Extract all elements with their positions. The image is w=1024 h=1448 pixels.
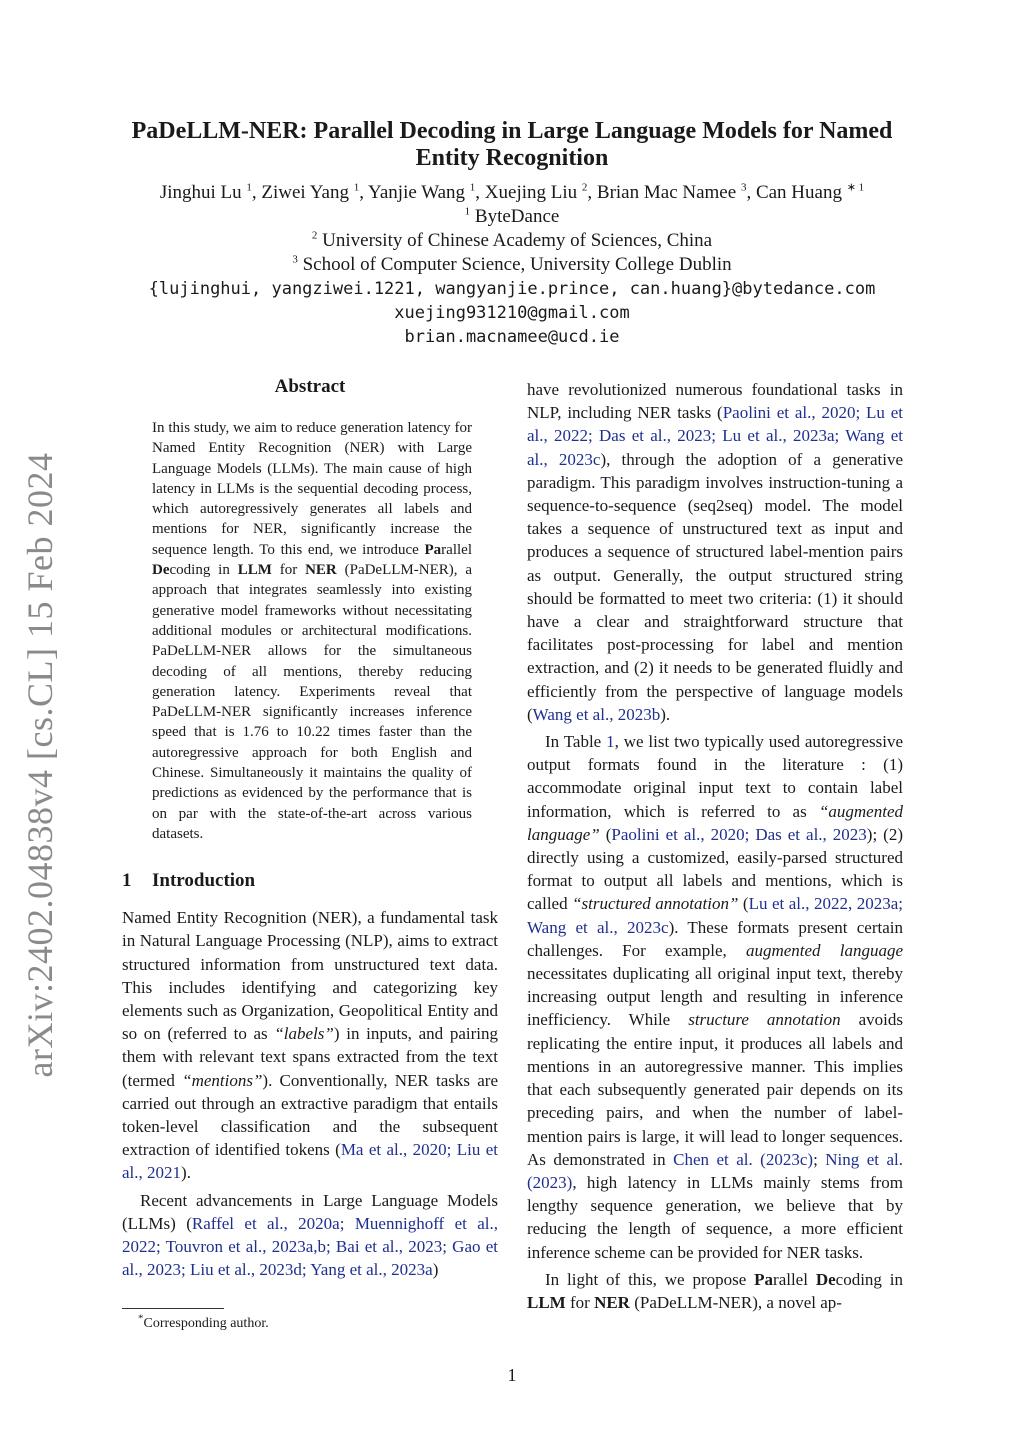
author-affil-mark: 3 xyxy=(740,181,747,194)
affil-mark: 1 xyxy=(464,205,471,218)
affiliation-name: School of Computer Science, University College Dublin xyxy=(302,254,732,275)
footnote-mark: * xyxy=(138,1312,144,1325)
intro-paragraph-2-cont: have revolutionized numerous foundational tasks in NLP, including NER tasks (Paolini et al., 2020; Lu et al., 2022; Das et al., 2023; Lu et al., 2023a; Wang et al., 2023c), through the adoption of a generative paradigm. This paradigm involves instruction-tuning a sequence-to-sequence (seq2seq) model. The model takes a sequence of unstructured text as input and produces a sequence of structured label-mention pairs as output. Generally, the output structured string should be formatted to meet two criteria: (1) it should have a clear and straightforward structure that facilitates post-processing for label and mention extraction, and (2) it needs to be generated fluidly and efficiently from the perspective of language models (Wang et al., 2023b). xyxy=(527,380,903,724)
citation-link[interactable]: Paolini et al., 2020; Lu et al., 2022; Das et al., 2023; Lu et al., 2023a; Wang et al., 2023c xyxy=(527,403,903,469)
author-affil-mark: 1 xyxy=(246,181,252,194)
section-heading-introduction: 1 Introduction xyxy=(122,870,256,892)
author: Can Huang xyxy=(755,182,842,203)
abstract-body: In this study, we aim to reduce generation latency for Named Entity Recognition (NER) with Large Language Models (LLMs). The main cause of high latency in LLMs is the sequential decoding process, which autoregressively generates all labels and mentions for NER, significantly increase the sequence length. To this end, we introduce Parallel Decoding in LLM for NER (PaDeLLM-NER), a approach that integrates seamlessly into existing generative model frameworks without necessitating additional modules or architectural modifications. PaDeLLM-NER allows for the simultaneous decoding of all mentions, thereby reducing generation latency. Experiments reveal that PaDeLLM-NER significantly increases inference speed that is 1.76 to 10.22 times faster than the autoregressive approach for both English and Chinese. Simultaneously it maintains the quality of predictions as evidenced by the performance that is on par with the state-of-the-art across various datasets. xyxy=(152,420,472,842)
email-line[interactable]: {lujinghui, yangziwei.1221, wangyanjie.prince, can.huang}@bytedance.com xyxy=(148,279,876,299)
left-column xyxy=(122,376,498,1281)
author: Ziwei Yang xyxy=(261,182,349,203)
intro-paragraph-4: In light of this, we propose Parallel Decoding in LLM for NER (PaDeLLM-NER), a novel ap- xyxy=(527,1269,904,1312)
author-affil-mark: 1 xyxy=(469,181,476,194)
affil-mark: 3 xyxy=(292,253,298,266)
email-line[interactable]: xuejing931210@gmail.com xyxy=(394,303,630,323)
citation-link[interactable]: Paolini et al., 2020; Das et al., 2023 xyxy=(611,824,867,844)
citation-link[interactable]: Raffel et al., 2020a; Muennighoff et al., 2022; Touvron et al., 2023a,b; Bai et al., 2023; Gao et al., 2023; Liu et al., 2023d; Yang et al., 2023a xyxy=(122,1213,498,1280)
paper-header xyxy=(100,118,924,349)
footnote: *Corresponding author. xyxy=(138,1312,269,1331)
abstract-heading: Abstract xyxy=(274,376,346,397)
affiliation xyxy=(100,229,924,253)
right-column xyxy=(527,378,903,1314)
affiliation xyxy=(100,253,924,277)
affiliation-name: University of Chinese Academy of Sciences, China xyxy=(322,230,713,251)
email-line[interactable]: brian.macnamee@ucd.ie xyxy=(404,327,620,347)
author: Xuejing Liu xyxy=(484,182,578,203)
citation-link[interactable]: Chen et al. (2023c) xyxy=(673,1149,814,1169)
author: Yanjie Wang xyxy=(368,182,466,203)
citation-link[interactable]: Lu et al., 2022, 2023a; Wang et al., 2023c xyxy=(527,894,903,937)
citation-link[interactable]: Wang et al., 2023b xyxy=(532,704,661,724)
affiliation xyxy=(100,205,924,229)
paper-title: PaDeLLM-NER: Parallel Decoding in Large Language Models for Named Entity Recognition xyxy=(131,118,893,171)
intro-paragraph-3: In Table 1, we list two typically used autoregressive output formats found in the literature : (1) accommodate original input text to contain label information, which is referred to as “augmented language” (Paolini et al., 2020; Das et al., 2023); (2) directly using a customized, easily-parsed structured format to output all labels and mentions, which is called “structured annotation” (Lu et al., 2022, 2023a; Wang et al., 2023c). These formats present certain challenges. For example, augmented language necessitates duplicating all original input text, thereby increasing output length and resulting in inference inefficiency. While structure annotation avoids replicating the entire input, it produces all labels and mentions in an autoregressive manner. This implies that each subsequently generated pair depends on its preceding pairs, and when the number of label-mention pairs is large, it will lead to longer sequences. As demonstrated in Chen et al. (2023c); Ning et al. (2023), high latency in LLMs mainly stems from lengthy sequence generation, we believe that by reducing the length of sequence, a more efficient inference scheme can be provided for NER tasks. xyxy=(527,732,904,1262)
intro-paragraph-1: Named Entity Recognition (NER), a fundamental task in Natural Language Processing (NLP), aims to extract structured information from unstructured text data. This includes identifying and categorizing key elements such as Organization, Geopolitical Entity and so on (referred to as “labels”) in inputs, and pairing them with relevant text spans extracted from the text (termed “mentions”). Conventionally, NER tasks are carried out through an extractive paradigm that entails token-level classification and the subsequent extraction of identified tokens (Ma et al., 2020; Liu et al., 2021). xyxy=(122,908,499,1183)
table-reference-link[interactable]: 1 xyxy=(606,732,615,752)
citation-link[interactable]: Ma et al., 2020; Liu et al., 2021 xyxy=(122,1140,498,1183)
author-affil-mark: 2 xyxy=(581,181,588,194)
affil-mark: 2 xyxy=(311,229,318,242)
author: Jinghui Lu xyxy=(159,182,242,203)
author: Brian Mac Namee xyxy=(596,182,737,203)
arxiv-identifier: arXiv:2402.04838v4 [cs.CL] 15 Feb 2024 xyxy=(20,452,60,1078)
author-affil-mark: ∗ 1 xyxy=(846,181,865,194)
footnote-divider xyxy=(122,1308,224,1309)
page-number: 1 xyxy=(507,1365,517,1385)
affiliation-name: ByteDance xyxy=(474,206,560,227)
author-list: Jinghui Lu $^1$, Ziwei Yang $^1$, Yanjie Wang $^1$, Xuejing Liu $^2$, Brian Mac Namee $^3$, Can Huang $^{∗ 1}$ xyxy=(159,181,865,203)
intro-paragraph-2: Recent advancements in Large Language Models (LLMs) (Raffel et al., 2020a; Muennighoff et al., 2022; Touvron et al., 2023a,b; Bai et al., 2023; Gao et al., 2023; Liu et al., 2023d; Yang et al., 2023a) xyxy=(122,1190,498,1280)
author-affil-mark: 1 xyxy=(353,181,360,194)
citation-link[interactable]: Ning et al. (2023) xyxy=(527,1149,903,1192)
